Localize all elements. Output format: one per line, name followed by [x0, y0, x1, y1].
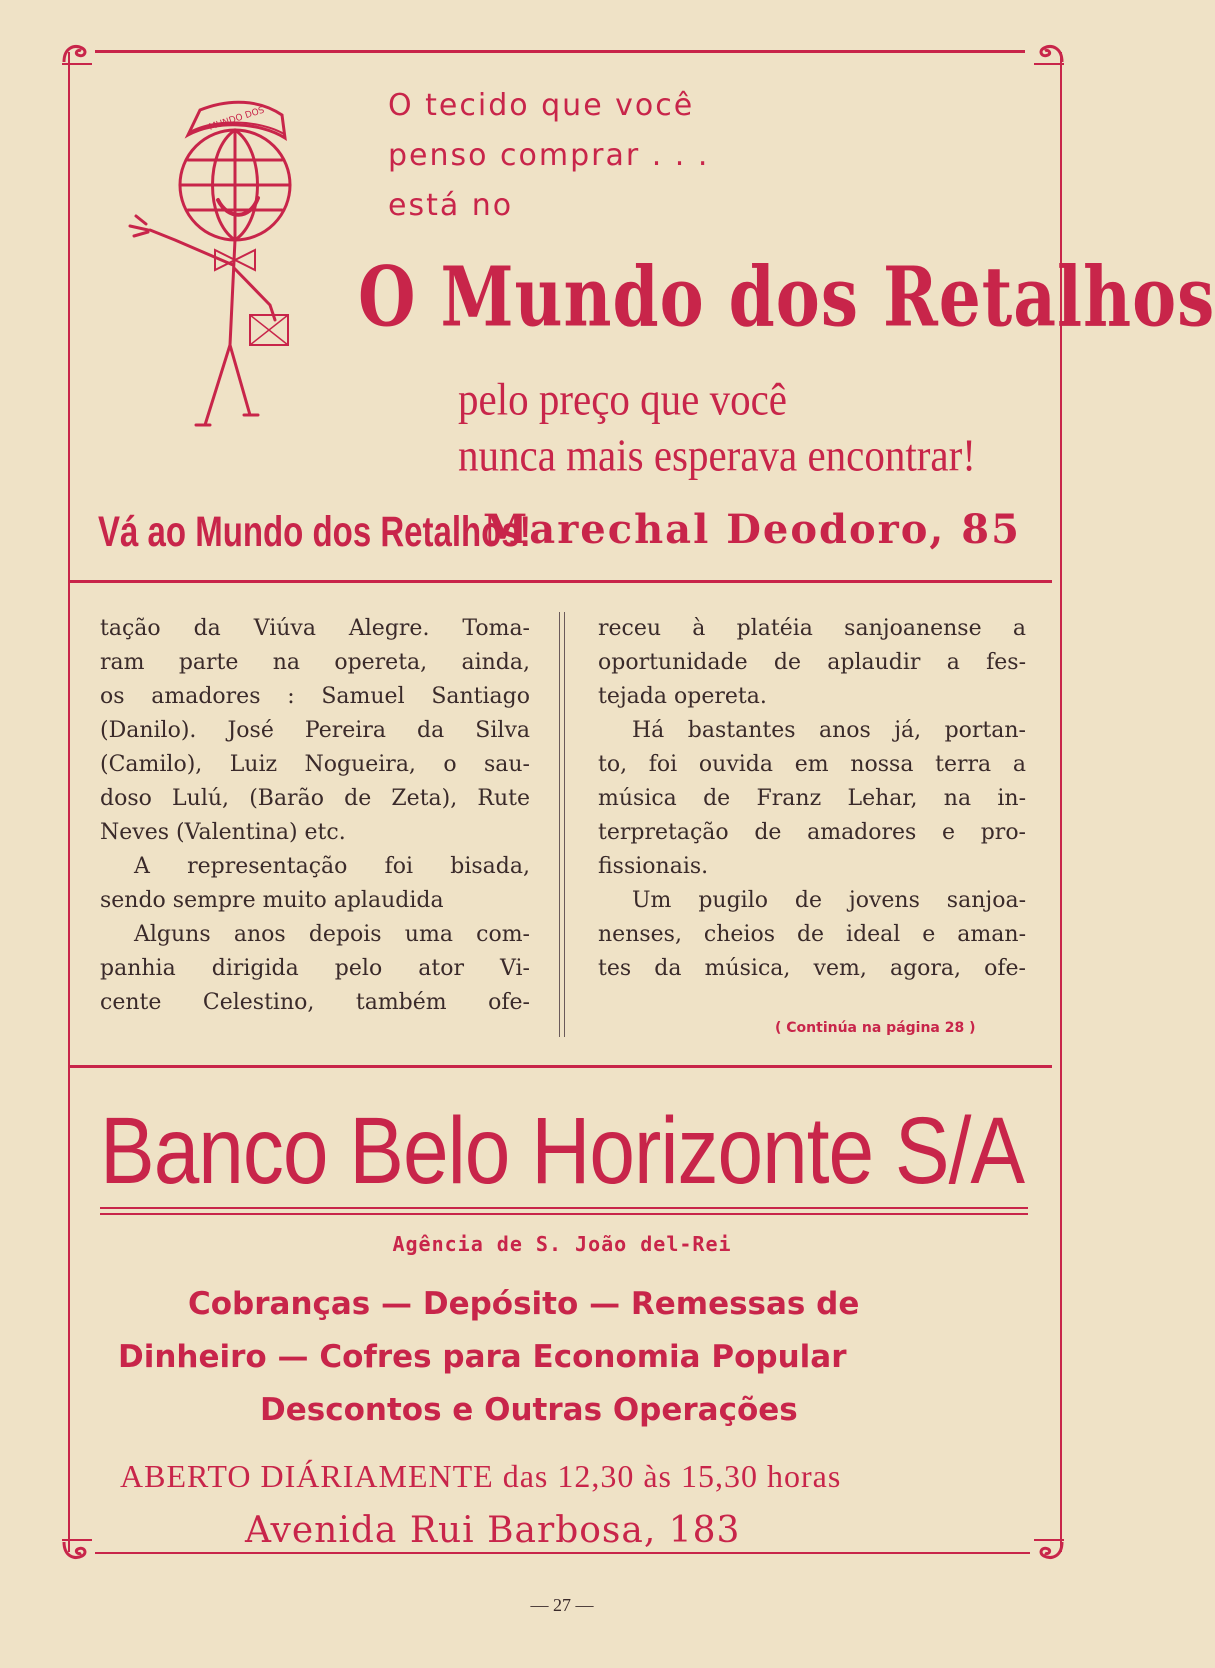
article-line: Neves (Valentina) etc.	[100, 820, 346, 845]
bank-title: Banco Belo Horizonte S/A	[100, 1099, 1025, 1204]
bank-services-line-2: Dinheiro — Cofres para Economia Popular	[118, 1339, 847, 1375]
store-name: O Mundo dos Retalhos	[358, 248, 1215, 346]
article-line: receu à platéia sanjoanense a	[598, 616, 1026, 641]
article-line: música de Franz Lehar, na in-	[598, 786, 1026, 811]
bank-separator-rule	[68, 1065, 1052, 1068]
corner-ornament-top-left	[60, 40, 94, 66]
article-line: panhia dirigida pelo ator Vi-	[100, 956, 530, 981]
article-line: Há bastantes anos já, portan-	[632, 718, 1026, 743]
page-number: — 27 —	[530, 1595, 594, 1615]
article-line: (Danilo). José Pereira da Silva	[100, 718, 530, 743]
article-line: (Camilo), Luiz Nogueira, o sau-	[100, 752, 530, 777]
article-line: terpretação de amadores e pro-	[598, 820, 1026, 845]
article-line: ram parte na opereta, ainda,	[100, 650, 530, 675]
article-line: A representação foi bisada,	[134, 854, 530, 879]
bank-rule-2	[100, 1213, 1028, 1215]
bank-address: Avenida Rui Barbosa, 183	[245, 1510, 741, 1551]
ad-slogan-line-2: nunca mais esperava encontrar!	[458, 429, 976, 481]
bank-hours: ABERTO DIÁRIAMENTE das 12,30 às 15,30 horas	[120, 1458, 842, 1494]
ad-address: Marechal Deodoro, 85	[483, 506, 1021, 553]
bank-services-line-1: Cobranças — Depósito — Remessas de	[188, 1286, 860, 1322]
bank-services-line-3: Descontos e Outras Operações	[260, 1392, 798, 1428]
article-line: os amadores : Samuel Santiago	[100, 684, 530, 709]
article-line: to, foi ouvida em nossa terra a	[598, 752, 1026, 777]
ad-line-1: O tecido que você	[388, 88, 695, 123]
article-line: Alguns anos depois uma com-	[134, 922, 530, 947]
article-right-column	[598, 612, 1026, 986]
bank-agency: Agência de S. João del-Rei	[392, 1232, 732, 1256]
article-line: tação da Viúva Alegre. Toma-	[100, 616, 530, 641]
corner-ornament-bottom-right	[1032, 1538, 1066, 1564]
ad-separator-rule	[68, 580, 1052, 583]
continuation-note: ( Continúa na página 28 )	[775, 1020, 976, 1036]
article-left-column	[100, 612, 530, 1020]
article-line: fissionais.	[598, 854, 709, 879]
article-line: oportunidade de aplaudir a fes-	[598, 650, 1026, 675]
ad-line-3: está no	[388, 188, 514, 223]
article-line: doso Lulú, (Barão de Zeta), Rute	[100, 786, 530, 811]
frame-bottom-rule	[95, 1552, 1030, 1554]
column-divider	[559, 612, 565, 1037]
ad-line-2: penso comprar . . .	[388, 138, 710, 173]
ad-call-to-action: Vá ao Mundo dos Retalhos!	[98, 507, 531, 556]
frame-top-rule	[95, 50, 1025, 53]
mascot-illustration	[110, 90, 360, 450]
mascot-cap-text: MUNDO DOS	[207, 105, 266, 133]
corner-ornament-bottom-left	[60, 1538, 94, 1564]
article-line: tejada opereta.	[598, 684, 767, 709]
article-line: cente Celestino, também ofe-	[100, 990, 530, 1015]
bank-rule-1	[100, 1207, 1028, 1209]
article-line: sendo sempre muito aplaudida	[100, 888, 444, 913]
corner-ornament-top-right	[1032, 40, 1066, 66]
article-line: tes da música, vem, agora, ofe-	[598, 956, 1026, 981]
article-line: Um pugilo de jovens sanjoa-	[632, 888, 1026, 913]
ad-slogan-line-1: pelo preço que você	[458, 373, 787, 425]
article-line: nenses, cheios de ideal e aman-	[598, 922, 1026, 947]
